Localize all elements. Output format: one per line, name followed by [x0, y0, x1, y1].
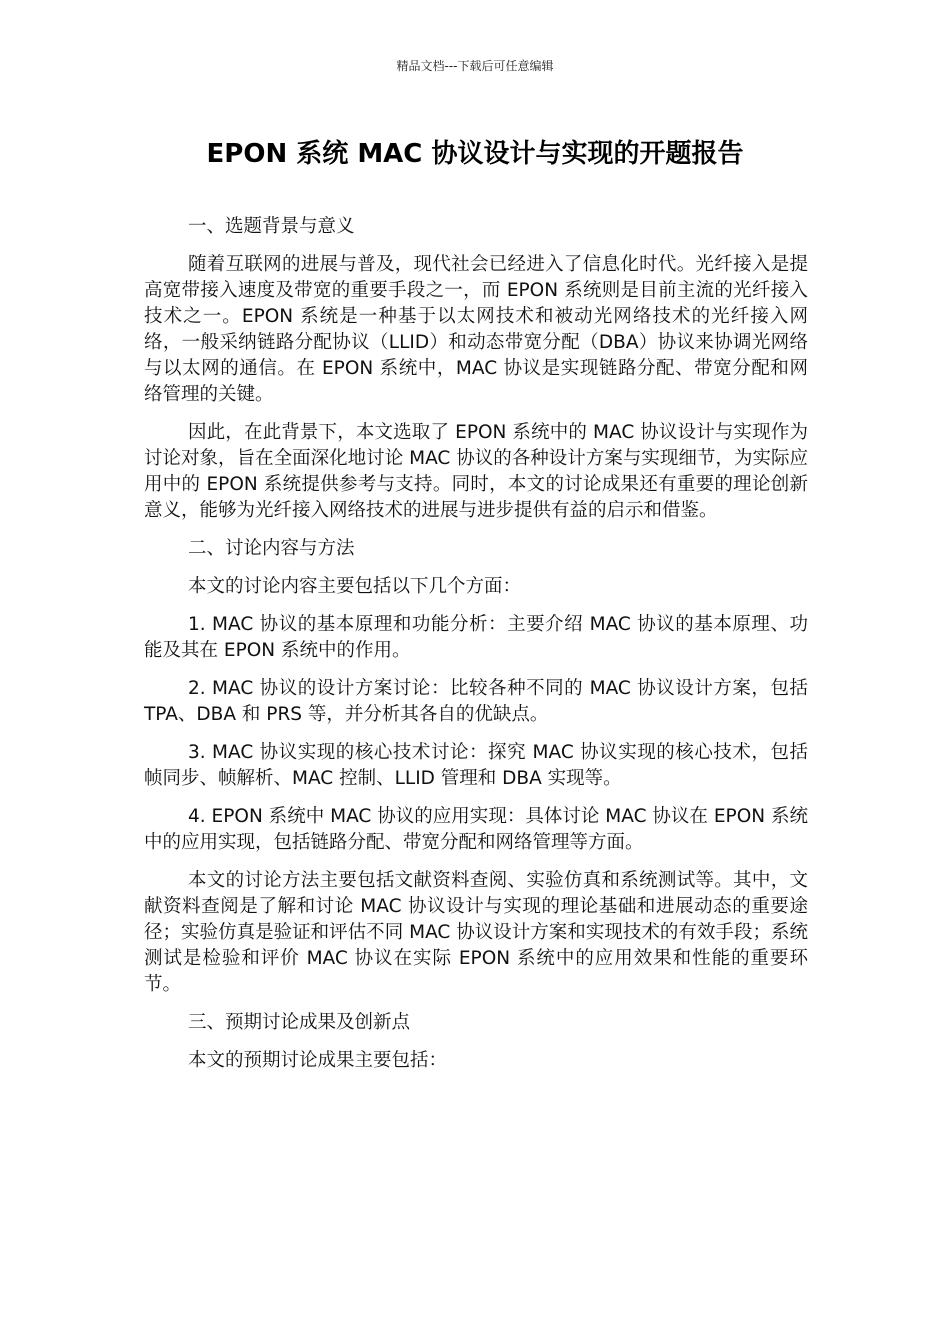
- paragraph-research-intro: 本文的讨论内容主要包括以下几个方面：: [188, 576, 522, 597]
- paragraph-research-methods: 本文的讨论方法主要包括文献资料查阅、实验仿真和系统测试等。其中，文献资料查阅是了解和讨论 MAC 协议设计与实现的理论基础和进展动态的重要途径；实验仿真是验证和评估不同 MAC 协议设计方案和实现技术的有效手段；系统测试是检验和评价 MAC 协议在实际 EPON 系统中的应用效果和性能的重要环节。: [144, 870, 808, 995]
- paragraph-background-purpose: 因此，在此背景下，本文选取了 EPON 系统中的 MAC 协议设计与实现作为讨论对象，旨在全面深化地讨论 MAC 协议的各种设计方案与实现细节，为实际应用中的 EPON 系统提供参考与支持。同时，本文的讨论成果还有重要的理论创新意义，能够为光纤接入网络技术的进展与进步提供有益的启示和借鉴。: [144, 422, 808, 521]
- section-heading-background: 一、选题背景与意义: [188, 216, 355, 237]
- section-heading-research: 二、讨论内容与方法: [188, 538, 355, 559]
- list-item-research-4: 4. EPON 系统中 MAC 协议的应用实现：具体讨论 MAC 协议在 EPON 系统中的应用实现，包括链路分配、带宽分配和网络管理等方面。: [144, 806, 808, 853]
- page-header: 精品文档---下载后可任意编辑: [396, 59, 554, 73]
- document-title: EPON 系统 MAC 协议设计与实现的开题报告: [206, 139, 744, 169]
- list-item-research-3: 3. MAC 协议实现的核心技术讨论：探究 MAC 协议实现的核心技术，包括帧同步、帧解析、MAC 控制、LLID 管理和 DBA 实现等。: [144, 742, 808, 789]
- paragraph-outcomes-intro: 本文的预期讨论成果主要包括：: [188, 1050, 448, 1071]
- list-item-research-2: 2. MAC 协议的设计方案讨论：比较各种不同的 MAC 协议设计方案，包括 TPA、DBA 和 PRS 等，并分析其各自的优缺点。: [144, 678, 808, 725]
- document-body: [144, 214, 808, 1086]
- list-item-research-1: 1. MAC 协议的基本原理和功能分析：主要介绍 MAC 协议的基本原理、功能及其在 EPON 系统中的作用。: [144, 614, 808, 661]
- paragraph-background-intro: 随着互联网的进展与普及，现代社会已经进入了信息化时代。光纤接入是提高宽带接入速度及带宽的重要手段之一，而 EPON 系统则是目前主流的光纤接入技术之一。EPON 系统是一种基于以太网技术和被动光网络技术的光纤接入网络，一般采纳链路分配协议（LLID）和动态带宽分配（DBA）协议来协调光网络与以太网的通信。在 EPON 系统中，MAC 协议是实现链路分配、带宽分配和网络管理的关键。: [144, 254, 808, 405]
- section-heading-outcomes: 三、预期讨论成果及创新点: [188, 1012, 411, 1033]
